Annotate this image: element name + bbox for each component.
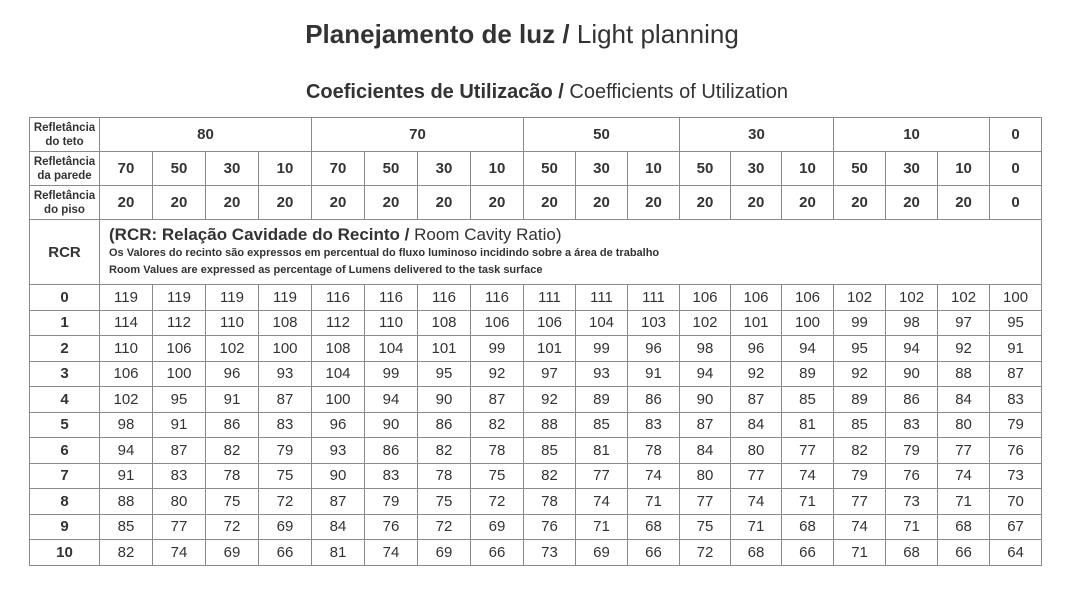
utilization-coefficient: 94 [365,387,418,413]
utilization-coefficient: 92 [834,361,886,387]
rcr-heading: (RCR: Relação Cavidade do Recinto / Room Cavity Ratio) [109,225,562,244]
utilization-coefficient: 74 [834,514,886,540]
wall-reflectance-value: 10 [782,152,834,186]
floor-reflectance-value: 0 [990,186,1042,220]
utilization-coefficient: 88 [100,489,153,515]
utilization-coefficient: 72 [418,514,471,540]
utilization-coefficient: 80 [938,412,990,438]
utilization-coefficient: 85 [576,412,628,438]
utilization-coefficient: 100 [312,387,365,413]
utilization-coefficient: 82 [206,438,259,464]
utilization-coefficient: 84 [731,412,782,438]
utilization-coefficient: 82 [524,463,576,489]
utilization-coefficient: 90 [312,463,365,489]
utilization-coefficient: 74 [938,463,990,489]
utilization-coefficient: 84 [680,438,731,464]
floor-reflectance-value: 20 [938,186,990,220]
utilization-coefficient: 68 [731,540,782,566]
utilization-coefficient: 99 [365,361,418,387]
utilization-coefficient: 86 [418,412,471,438]
utilization-coefficient: 87 [990,361,1042,387]
utilization-coefficient: 92 [524,387,576,413]
utilization-coefficient: 96 [731,336,782,362]
utilization-coefficient: 87 [259,387,312,413]
utilization-coefficient: 119 [100,285,153,311]
utilization-coefficient: 69 [206,540,259,566]
utilization-coefficient: 74 [782,463,834,489]
table-row [30,489,1042,515]
utilization-coefficient: 102 [680,310,731,336]
utilization-coefficient: 119 [259,285,312,311]
utilization-coefficient: 81 [782,412,834,438]
utilization-coefficient: 119 [206,285,259,311]
utilization-coefficient: 83 [153,463,206,489]
utilization-coefficient: 68 [886,540,938,566]
utilization-coefficient: 85 [782,387,834,413]
utilization-coefficient: 99 [576,336,628,362]
utilization-coefficient: 88 [524,412,576,438]
utilization-coefficient: 94 [100,438,153,464]
utilization-coefficient: 86 [628,387,680,413]
utilization-coefficient: 102 [834,285,886,311]
utilization-coefficient: 116 [365,285,418,311]
floor-reflectance-value: 20 [206,186,259,220]
utilization-coefficient: 74 [576,489,628,515]
utilization-coefficient: 77 [782,438,834,464]
utilization-coefficient: 83 [628,412,680,438]
utilization-coefficient: 80 [680,463,731,489]
utilization-coefficient: 73 [990,463,1042,489]
floor-reflectance-value: 20 [471,186,524,220]
utilization-coefficient: 75 [680,514,731,540]
rcr-value: 7 [30,463,100,489]
utilization-coefficient: 74 [731,489,782,515]
utilization-coefficient: 79 [990,412,1042,438]
utilization-coefficient: 103 [628,310,680,336]
table-row [30,540,1042,566]
utilization-coefficient: 86 [886,387,938,413]
rcr-note-pt: Os Valores do recinto são expressos em percentual do fluxo luminoso incidindo sobre a área de trabalho [109,247,660,259]
utilization-coefficient: 76 [990,438,1042,464]
utilization-coefficient: 106 [782,285,834,311]
floor-reflectance-value: 20 [418,186,471,220]
rcr-value: 0 [30,285,100,311]
utilization-coefficient: 73 [886,489,938,515]
utilization-coefficient: 98 [886,310,938,336]
utilization-coefficient: 71 [938,489,990,515]
utilization-coefficient: 102 [206,336,259,362]
wall-reflectance-value: 30 [418,152,471,186]
utilization-coefficient: 110 [365,310,418,336]
utilization-coefficient: 116 [471,285,524,311]
rcr-value: 8 [30,489,100,515]
utilization-coefficient: 102 [100,387,153,413]
utilization-coefficient: 87 [680,412,731,438]
utilization-coefficient: 80 [153,489,206,515]
floor-reflectance-value: 20 [100,186,153,220]
utilization-coefficient: 101 [731,310,782,336]
utilization-coefficient: 92 [731,361,782,387]
utilization-coefficient: 110 [206,310,259,336]
utilization-coefficient: 78 [471,438,524,464]
utilization-coefficient: 116 [418,285,471,311]
utilization-coefficient: 100 [990,285,1042,311]
utilization-coefficient: 66 [782,540,834,566]
rcr-value: 10 [30,540,100,566]
utilization-coefficient: 76 [524,514,576,540]
utilization-coefficient: 71 [731,514,782,540]
wall-reflectance-value: 0 [990,152,1042,186]
utilization-coefficient: 102 [886,285,938,311]
utilization-coefficient: 79 [834,463,886,489]
rcr-value: 3 [30,361,100,387]
wall-reflectance-value: 10 [259,152,312,186]
utilization-coefficient: 106 [524,310,576,336]
table-row [30,438,1042,464]
table-row [30,310,1042,336]
utilization-coefficient: 114 [100,310,153,336]
utilization-coefficient: 106 [153,336,206,362]
utilization-coefficient: 111 [576,285,628,311]
utilization-coefficient: 76 [886,463,938,489]
wall-reflectance-value: 10 [938,152,990,186]
floor-reflectance-row [30,186,1042,220]
utilization-coefficient: 78 [206,463,259,489]
utilization-coefficient: 75 [259,463,312,489]
utilization-coefficient: 93 [312,438,365,464]
utilization-coefficient: 85 [100,514,153,540]
table-row [30,463,1042,489]
utilization-coefficient: 116 [312,285,365,311]
utilization-coefficient: 96 [628,336,680,362]
floor-reflectance-value: 20 [365,186,418,220]
floor-reflectance-value: 20 [153,186,206,220]
utilization-coefficient: 78 [418,463,471,489]
utilization-coefficient: 101 [418,336,471,362]
page-title [0,18,1044,50]
floor-reflectance-value: 20 [782,186,834,220]
utilization-coefficient: 94 [782,336,834,362]
utilization-coefficient: 89 [782,361,834,387]
ceiling-reflectance-value: 30 [680,118,834,152]
wall-reflectance-label: Refletância da parede [30,152,100,186]
floor-reflectance-label: Refletância do piso [30,186,100,220]
utilization-coefficient: 69 [576,540,628,566]
utilization-coefficient: 78 [524,489,576,515]
utilization-coefficient: 79 [886,438,938,464]
utilization-coefficient: 106 [731,285,782,311]
utilization-coefficient: 75 [418,489,471,515]
utilization-coefficient: 100 [153,361,206,387]
wall-reflectance-value: 10 [628,152,680,186]
wall-reflectance-value: 70 [100,152,153,186]
utilization-coefficient: 68 [628,514,680,540]
utilization-coefficient: 93 [576,361,628,387]
rcr-value: 6 [30,438,100,464]
floor-reflectance-value: 20 [628,186,680,220]
utilization-coefficient: 66 [938,540,990,566]
utilization-coefficient: 67 [990,514,1042,540]
floor-reflectance-value: 20 [524,186,576,220]
utilization-coefficient: 108 [259,310,312,336]
utilization-coefficient: 89 [576,387,628,413]
utilization-coefficient: 87 [731,387,782,413]
utilization-coefficient: 81 [576,438,628,464]
utilization-coefficient: 71 [782,489,834,515]
utilization-coefficient: 76 [365,514,418,540]
rcr-value: 9 [30,514,100,540]
utilization-coefficient: 95 [418,361,471,387]
wall-reflectance-value: 50 [834,152,886,186]
table-subtitle-normal: Coefficients of Utilization [569,81,789,103]
ceiling-reflectance-row [30,118,1042,152]
utilization-coefficient: 106 [680,285,731,311]
utilization-coefficient: 90 [418,387,471,413]
utilization-coefficient: 96 [206,361,259,387]
utilization-coefficient: 68 [938,514,990,540]
utilization-coefficient: 64 [990,540,1042,566]
utilization-coefficient: 108 [312,336,365,362]
utilization-coefficient: 85 [834,412,886,438]
utilization-coefficient: 79 [365,489,418,515]
utilization-coefficient: 87 [312,489,365,515]
utilization-coefficient: 88 [938,361,990,387]
utilization-coefficient: 99 [471,336,524,362]
page-title-normal: Light planning [576,19,739,49]
utilization-coefficient: 110 [100,336,153,362]
rcr-value: 5 [30,412,100,438]
rcr-value: 1 [30,310,100,336]
utilization-coefficient: 111 [524,285,576,311]
utilization-coefficient: 77 [153,514,206,540]
utilization-coefficient: 66 [628,540,680,566]
floor-reflectance-value: 20 [834,186,886,220]
utilization-coefficient: 71 [834,540,886,566]
utilization-coefficient: 90 [680,387,731,413]
ceiling-reflectance-value: 80 [100,118,312,152]
utilization-coefficient: 74 [628,463,680,489]
utilization-coefficient: 83 [990,387,1042,413]
utilization-coefficient: 108 [418,310,471,336]
utilization-coefficient: 77 [576,463,628,489]
utilization-coefficient: 77 [834,489,886,515]
utilization-coefficient: 70 [990,489,1042,515]
utilization-coefficient: 83 [259,412,312,438]
utilization-coefficient: 111 [628,285,680,311]
utilization-coefficient: 96 [312,412,365,438]
utilization-coefficient: 95 [834,336,886,362]
floor-reflectance-value: 20 [886,186,938,220]
ceiling-reflectance-label: Refletância do teto [30,118,100,152]
floor-reflectance-value: 20 [680,186,731,220]
utilization-coefficient: 91 [990,336,1042,362]
utilization-coefficient: 68 [782,514,834,540]
utilization-coefficient: 94 [886,336,938,362]
utilization-coefficient: 90 [365,412,418,438]
utilization-coefficient: 89 [834,387,886,413]
utilization-coefficient: 78 [628,438,680,464]
utilization-coefficient: 100 [259,336,312,362]
utilization-coefficient: 92 [938,336,990,362]
utilization-coefficient: 90 [886,361,938,387]
utilization-coefficient: 83 [886,412,938,438]
rcr-info-row [30,220,1042,285]
table-row [30,514,1042,540]
utilization-coefficient: 75 [206,489,259,515]
wall-reflectance-value: 50 [365,152,418,186]
utilization-coefficient: 91 [100,463,153,489]
table-row [30,336,1042,362]
floor-reflectance-value: 20 [576,186,628,220]
utilization-coefficient: 95 [990,310,1042,336]
utilization-coefficient: 74 [153,540,206,566]
utilization-coefficient: 72 [680,540,731,566]
floor-reflectance-value: 20 [312,186,365,220]
wall-reflectance-value: 50 [153,152,206,186]
utilization-coefficient: 77 [731,463,782,489]
utilization-coefficient: 104 [365,336,418,362]
utilization-coefficient: 98 [100,412,153,438]
utilization-coefficient: 100 [782,310,834,336]
utilization-coefficient: 101 [524,336,576,362]
utilization-coefficient: 71 [628,489,680,515]
floor-reflectance-value: 20 [259,186,312,220]
utilization-coefficient: 82 [418,438,471,464]
utilization-coefficient: 91 [206,387,259,413]
utilization-coefficient: 119 [153,285,206,311]
utilization-coefficient: 87 [153,438,206,464]
wall-reflectance-value: 30 [576,152,628,186]
utilization-coefficient: 97 [524,361,576,387]
ceiling-reflectance-value: 10 [834,118,990,152]
rcr-label: RCR [30,220,100,285]
coefficients-table [29,117,1042,566]
utilization-coefficient: 72 [206,514,259,540]
utilization-coefficient: 92 [471,361,524,387]
utilization-coefficient: 82 [471,412,524,438]
utilization-coefficient: 83 [365,463,418,489]
utilization-coefficient: 82 [100,540,153,566]
utilization-coefficient: 77 [938,438,990,464]
wall-reflectance-row [30,152,1042,186]
utilization-coefficient: 69 [418,540,471,566]
utilization-coefficient: 71 [576,514,628,540]
utilization-coefficient: 84 [312,514,365,540]
utilization-coefficient: 85 [524,438,576,464]
utilization-coefficient: 66 [471,540,524,566]
utilization-coefficient: 112 [312,310,365,336]
utilization-coefficient: 95 [153,387,206,413]
utilization-coefficient: 80 [731,438,782,464]
utilization-coefficient: 106 [100,361,153,387]
utilization-coefficient: 93 [259,361,312,387]
rcr-value: 4 [30,387,100,413]
utilization-coefficient: 91 [153,412,206,438]
wall-reflectance-value: 10 [471,152,524,186]
utilization-coefficient: 98 [680,336,731,362]
rcr-value: 2 [30,336,100,362]
utilization-coefficient: 66 [259,540,312,566]
utilization-coefficient: 69 [471,514,524,540]
wall-reflectance-value: 30 [731,152,782,186]
utilization-coefficient: 72 [259,489,312,515]
wall-reflectance-value: 50 [680,152,731,186]
wall-reflectance-value: 30 [886,152,938,186]
utilization-coefficient: 86 [365,438,418,464]
ceiling-reflectance-value: 0 [990,118,1042,152]
wall-reflectance-value: 30 [206,152,259,186]
table-row [30,387,1042,413]
floor-reflectance-value: 20 [731,186,782,220]
utilization-coefficient: 106 [471,310,524,336]
utilization-coefficient: 73 [524,540,576,566]
utilization-coefficient: 91 [628,361,680,387]
rcr-description [100,220,1042,285]
table-row [30,285,1042,311]
utilization-coefficient: 84 [938,387,990,413]
utilization-coefficient: 79 [259,438,312,464]
page-title-bold: Planejamento de luz / [305,19,570,49]
utilization-coefficient: 99 [834,310,886,336]
utilization-coefficient: 82 [834,438,886,464]
ceiling-reflectance-value: 50 [524,118,680,152]
utilization-coefficient: 69 [259,514,312,540]
table-row [30,412,1042,438]
table-subtitle [0,79,1068,105]
utilization-coefficient: 77 [680,489,731,515]
utilization-coefficient: 81 [312,540,365,566]
utilization-coefficient: 94 [680,361,731,387]
utilization-coefficient: 74 [365,540,418,566]
ceiling-reflectance-value: 70 [312,118,524,152]
utilization-coefficient: 72 [471,489,524,515]
utilization-coefficient: 112 [153,310,206,336]
utilization-coefficient: 87 [471,387,524,413]
wall-reflectance-value: 50 [524,152,576,186]
utilization-coefficient: 104 [576,310,628,336]
table-subtitle-bold: Coeficientes de Utilizacão / [305,81,564,103]
utilization-coefficient: 102 [938,285,990,311]
rcr-note-en: Room Values are expressed as percentage of Lumens delivered to the task surface [109,264,543,276]
utilization-coefficient: 86 [206,412,259,438]
utilization-coefficient: 104 [312,361,365,387]
table-row [30,361,1042,387]
utilization-coefficient: 97 [938,310,990,336]
wall-reflectance-value: 70 [312,152,365,186]
utilization-coefficient: 71 [886,514,938,540]
utilization-coefficient: 75 [471,463,524,489]
